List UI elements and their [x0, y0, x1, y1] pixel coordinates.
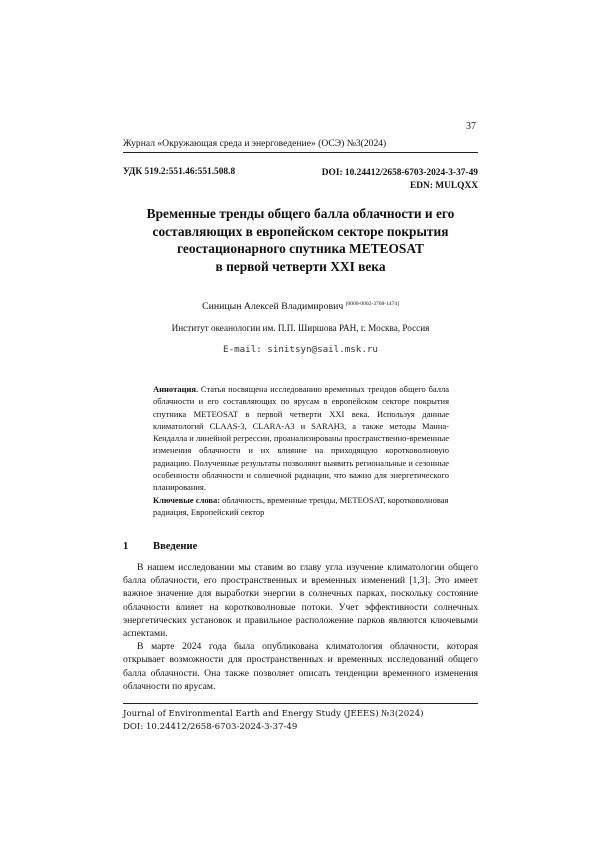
- body-paragraph: В нашем исследовании мы ставим во главу угла изучение климатологии общего балла облачности, его пространственных и временных изменений [1,3]. Это имеет важное значение для выработки энергии в солнечных парках, поскольку состояние облачности влияет на коротковолновые потоки. Учет эффективности солнечных энергетических установок и правильное расположение парков являются ключевыми аспектами.: [123, 562, 478, 640]
- page-footer: [123, 703, 478, 733]
- body-paragraph: В марте 2024 года была опубликована климатология облачности, которая открывает возможности для пространственных и временных исследований общего балла облачности. Она также позволяет описать тенденции временного изменения облачности по ярусам.: [123, 641, 478, 692]
- journal-running-header: Журнал «Окружающая среда и энерговедение» (ОСЭ) №3(2024): [123, 138, 478, 153]
- author-orcid: [0000-0002-3768-1474]: [345, 301, 399, 307]
- page-number: 37: [466, 121, 476, 132]
- article-identifiers: [123, 167, 478, 195]
- doi-identifier: DOI: 10.24412/2658-6703-2024-3-37-49: [321, 168, 478, 178]
- title-line: составляющих в европейском секторе покрытия: [152, 223, 449, 239]
- section-heading: [123, 541, 478, 552]
- doi-edn-block: [322, 167, 478, 193]
- keywords-text: облачность, временные тренды, METEOSAT, коротковолновая радиация, Европейский сектор: [153, 495, 449, 518]
- keywords: [153, 494, 449, 519]
- title-line: геостационарного спутника METEOSAT: [177, 241, 424, 257]
- section-body: [123, 561, 478, 693]
- title-line: Временные тренды общего балла облачности и его: [146, 206, 455, 221]
- abstract: [153, 383, 449, 494]
- udk-code: УДК 519.2:551.46:551.508.8: [123, 167, 236, 177]
- author-name: Синицын Алексей Владимирович: [202, 301, 344, 312]
- abstract-text: Статья посвящена исследованию временных трендов общего балла облачности и его составляющих по ярусам в европейском секторе покрытия спутника METEOSAT в первой четверти XXI века. Используя данные климатологий CLAAS-3, CLARA-A3 и SARAH3, а также методы Манна-Кендалла и линейной регрессии, проанализированы пространственно-временные изменения облачности и их влияние на приходящую коротковолновую радиацию. Полученные результаты позволяют выявить региональные и сезонные особенности облачности и солнечной радиации, что важно для энергетического планирования.: [153, 384, 449, 493]
- author-line: [123, 301, 478, 312]
- keywords-label: Ключевые слова:: [153, 495, 221, 505]
- footer-journal-name: Journal of Environmental Earth and Energy Study (JEEES) №3(2024): [123, 709, 424, 719]
- edn-identifier: EDN: MULQXX: [410, 181, 478, 191]
- abstract-label: Аннотация.: [153, 384, 199, 394]
- author-email: E-mail: sinitsyn@sail.msk.ru: [223, 344, 378, 355]
- author-affiliation: Институт океанологии им. П.П. Ширшова РАН, г. Москва, Россия: [171, 323, 430, 333]
- article-title: [123, 205, 478, 275]
- section-number: 1: [123, 541, 129, 552]
- section-title: Введение: [153, 541, 198, 552]
- footer-doi: DOI: 10.24412/2658-6703-2024-3-37-49: [123, 721, 298, 732]
- title-line: в первой четверти XXI века: [215, 258, 386, 274]
